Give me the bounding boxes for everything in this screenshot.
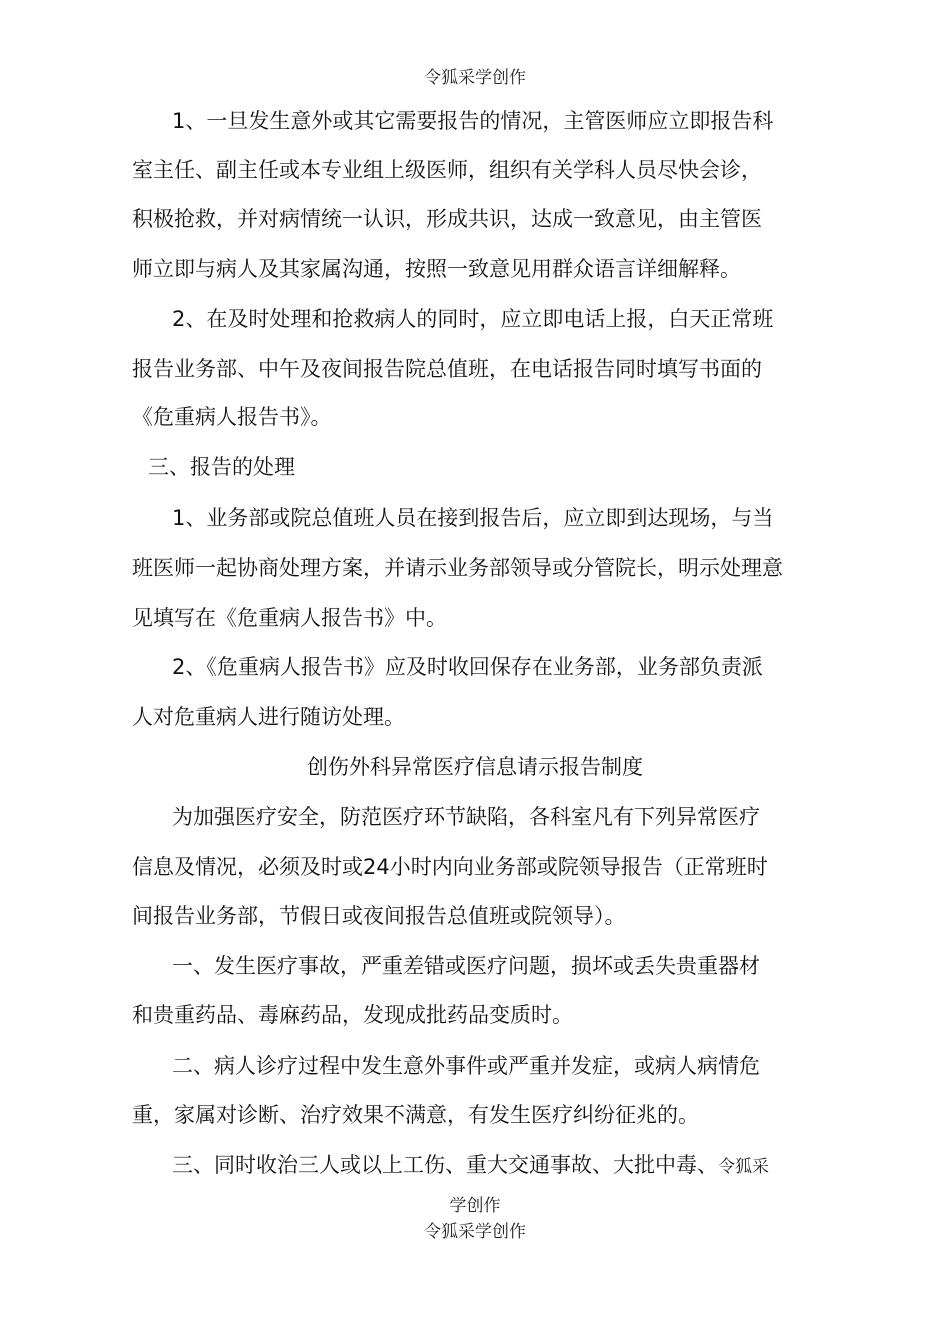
paragraph-line: 重，家属对诊断、治疗效果不满意，有发生医疗纠纷征兆的。 — [132, 1103, 699, 1127]
paragraph-line: 二、病人诊疗过程中发生意外事件或严重并发症，或病人病情危 — [172, 1054, 760, 1078]
section-heading: 三、报告的处理 — [148, 455, 295, 479]
paragraph-line: 积极抢救，并对病情统一认识，形成共识，达成一致意见，由主管医 — [132, 207, 762, 231]
paragraph-line: 间报告业务部，节假日或夜间报告总值班或院领导）。 — [132, 904, 626, 928]
paragraph-line: 《危重病人报告书》。 — [132, 405, 332, 429]
paragraph-line: 师立即与病人及其家属沟通，按照一致意见用群众语言详细解释。 — [132, 257, 741, 281]
inline-watermark-wrap: 学创作 — [449, 1196, 501, 1216]
paragraph-line: 2、《危重病人报告书》应及时收回保存在业务部，业务部负责派 — [172, 655, 763, 679]
document-title: 创伤外科异常医疗信息请示报告制度 — [307, 755, 643, 779]
paragraph-line — [0, 1150, 950, 1182]
paragraph-line: 一、发生医疗事故，严重差错或医疗问题，损坏或丢失贵重器材 — [172, 954, 760, 978]
paragraph-line: 信息及情况，必须及时或24小时内向业务部或院领导报告（正常班时 — [132, 855, 768, 879]
paragraph-line: 报告业务部、中午及夜间报告院总值班，在电话报告同时填写书面的 — [132, 357, 762, 381]
inline-watermark: 令狐采 — [718, 1157, 769, 1177]
footer-watermark: 令狐采学创作 — [424, 1222, 526, 1242]
paragraph-line: 1、一旦发生意外或其它需要报告的情况，主管医师应立即报告科 — [172, 109, 774, 133]
paragraph-line: 人对危重病人进行随访处理。 — [132, 705, 405, 729]
paragraph-line: 为加强医疗安全，防范医疗环节缺陷，各科室凡有下列异常医疗 — [172, 805, 760, 829]
paragraph-line: 班医师一起协商处理方案，并请示业务部领导或分管院长，明示处理意 — [132, 556, 783, 580]
paragraph-line: 和贵重药品、毒麻药品，发现成批药品变质时。 — [132, 1003, 573, 1027]
header-watermark: 令狐采学创作 — [424, 68, 526, 88]
paragraph-line: 见填写在《危重病人报告书》中。 — [132, 606, 447, 630]
paragraph-text: 三、同时收治三人或以上工伤、重大交通事故、大批中毒、 — [172, 1153, 718, 1177]
paragraph-line: 室主任、副主任或本专业组上级医师，组织有关学科人员尽快会诊， — [132, 158, 762, 182]
paragraph-line: 1、业务部或院总值班人员在接到报告后，应立即到达现场，与当 — [172, 506, 774, 530]
paragraph-line: 2、在及时处理和抢救病人的同时，应立即电话上报，白天正常班 — [172, 307, 774, 331]
